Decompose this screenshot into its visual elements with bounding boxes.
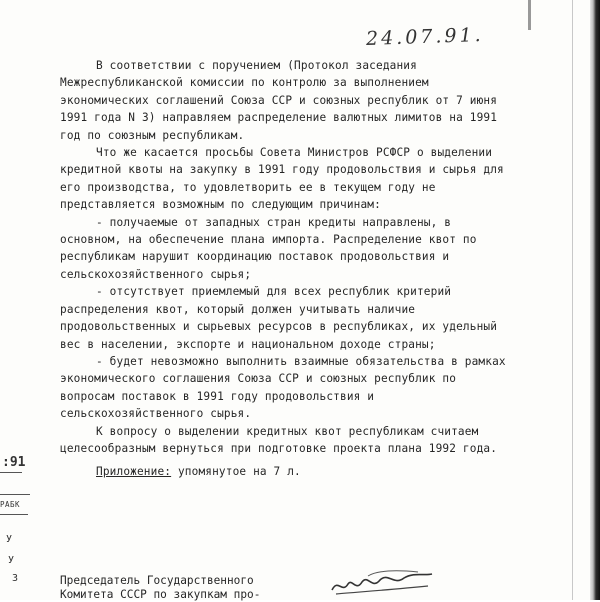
- appendix-text: упомянутое на 7 л.: [171, 465, 301, 479]
- appendix-label: Приложение:: [96, 465, 172, 479]
- signatory-line-2: Комитета СССР по закупкам про-: [60, 588, 261, 601]
- scan-edge: [590, 0, 600, 600]
- letter-body: [60, 57, 510, 481]
- signatory-title: [60, 574, 290, 602]
- scan-fold-line: [572, 0, 573, 600]
- margin-note-mark-2: У: [8, 555, 15, 566]
- margin-rule-2: [0, 494, 30, 495]
- paragraph-intro: В соответствии с поручением (Протокол заседания Межреспубликанской комиссии по контролю за выполнением экономических соглашений Союза ССР и союзных республик от 7 июня 1991 года N 3) направляем распределение валютных лимитов на 1991 год по союзным республикам.: [60, 59, 498, 142]
- margin-note-mark-1: У: [6, 534, 13, 545]
- reason-item-3: - будет невозможно выполнить взаимные обязательства в рамках экономического соглашения Союза ССР и союзных республик по вопросам поставок в 1991 году продовольствия и сельскохозяйственного сырья.: [60, 354, 506, 421]
- signatory-line-1: Председатель Государственного: [60, 574, 254, 587]
- handwritten-date: 24.07.91.: [365, 23, 485, 51]
- margin-rule-1: [0, 472, 22, 473]
- paragraph-request: Что же касается просьбы Совета Министров РСФСР о выделении кредитной квоты на закупку в 1991 году продовольствия и сырья для его производства, то удовлетворить ее в текущем году не представляется возможным по следующим причинам:: [60, 146, 504, 212]
- appendix-line: [60, 463, 510, 480]
- handwritten-signature: [328, 568, 438, 600]
- margin-note-mark-3: З: [12, 573, 19, 584]
- margin-note-number: :91: [2, 455, 26, 470]
- reason-item-1: - получаемые от западных стран кредиты направлены, в основном, на обеспечение плана импорта. Распределение квот по республикам нарушит координацию поставок продовольствия и сельскохозяйственного сырья;: [60, 215, 477, 281]
- top-mark: [528, 0, 531, 30]
- margin-note-stamp: РАБК: [0, 500, 21, 509]
- paragraph-conclusion: К вопросу о выделении кредитных квот республикам считаем целесообразным вернуться при подготовке проекта плана 1992 года.: [60, 424, 498, 455]
- margin-rule-3: [0, 514, 28, 515]
- reason-item-2: - отсутствует приемлемый для всех республик критерий распределения квот, который должен учитывать наличие продовольственных и сырьевых ресурсов в республиках, их удельный вес в населении, экспорте и национальном доходе страны;: [60, 285, 498, 351]
